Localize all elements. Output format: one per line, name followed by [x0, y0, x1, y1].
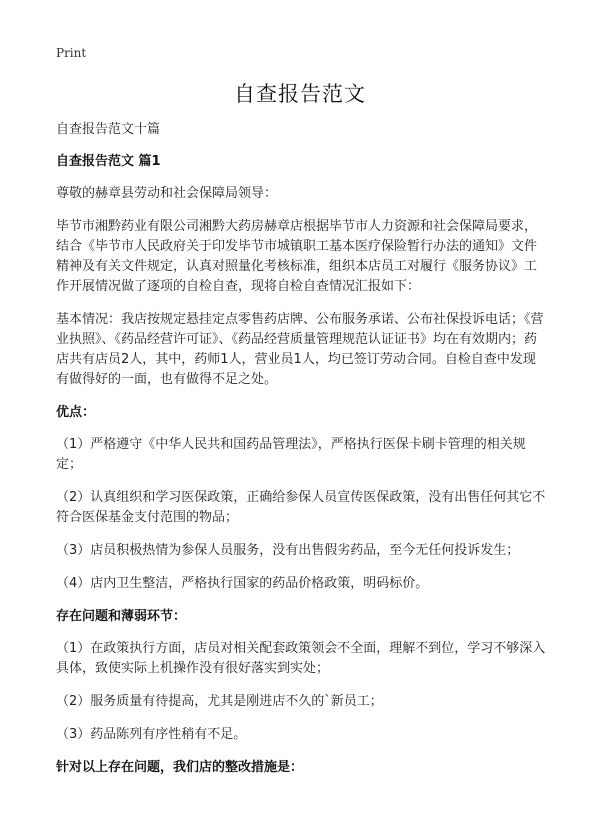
basic-info-paragraph: 基本情况：我店按规定悬挂定点零售药店牌、公布服务承诺、公布社保投诉电话；《营业执照》、《药品经营许可证》、《药品经营质量管理规范认证证书》均在有效期内；药店共有店员2人，其中，药师1人，营业员1人，均已签订劳动合同。自检自查中发现有做得好的一面，也有做得不足之处。: [56, 312, 544, 387]
strength-item: （1）严格遵守《中华人民共和国药品管理法》，严格执行医保卡刷卡管理的相关规定；: [56, 437, 526, 472]
strength-item: （4）店内卫生整洁，严格执行国家的药品价格政策，明码标价。: [56, 576, 429, 591]
strength-item: （2）认真组织和学习医保政策，正确给参保人员宣传医保政策，没有出售任何其它不符合医保基金支付范围的物品；: [56, 490, 546, 525]
print-link[interactable]: Print: [56, 46, 87, 60]
intro-paragraph: 毕节市湘黔药业有限公司湘黔大药房赫章店根据毕节市人力资源和社会保障局要求，结合《毕节市人民政府关于印发毕节市城镇职工基本医疗保险暂行办法的通知》文件精神及有关文件规定，认真对照量化考核标准，组织本店员工对履行《服务协议》工作开展情况做了逐项的自检自查，现将自检自查情况汇报如下：: [56, 219, 538, 294]
issue-item: （2）服务质量有待提高，尤其是刚进店不久的`新员工；: [56, 694, 383, 709]
strengths-heading: 优点：: [56, 405, 96, 420]
measures-heading: 针对以上存在问题，我们店的整改措施是：: [56, 760, 304, 775]
issues-heading: 存在问题和薄弱环节：: [56, 609, 187, 624]
page-title: 自查报告范文: [234, 82, 366, 106]
section-heading: 自查报告范文 篇1: [56, 154, 161, 169]
document-subtitle: 自查报告范文十篇: [56, 122, 161, 137]
issue-item: （1）在政策执行方面，店员对相关配套政策领会不全面，理解不到位，学习不够深入具体，致使实际上机操作没有很好落实到实处；: [56, 641, 546, 676]
document-body: [56, 120, 548, 790]
issue-item: （3）药品陈列有序性稍有不足。: [56, 727, 247, 742]
strength-item: （3）店员积极热情为参保人员服务，没有出售假劣药品，至今无任何投诉发生；: [56, 543, 520, 558]
salutation: 尊敬的赫章县劳动和社会保障局领导：: [56, 186, 278, 201]
